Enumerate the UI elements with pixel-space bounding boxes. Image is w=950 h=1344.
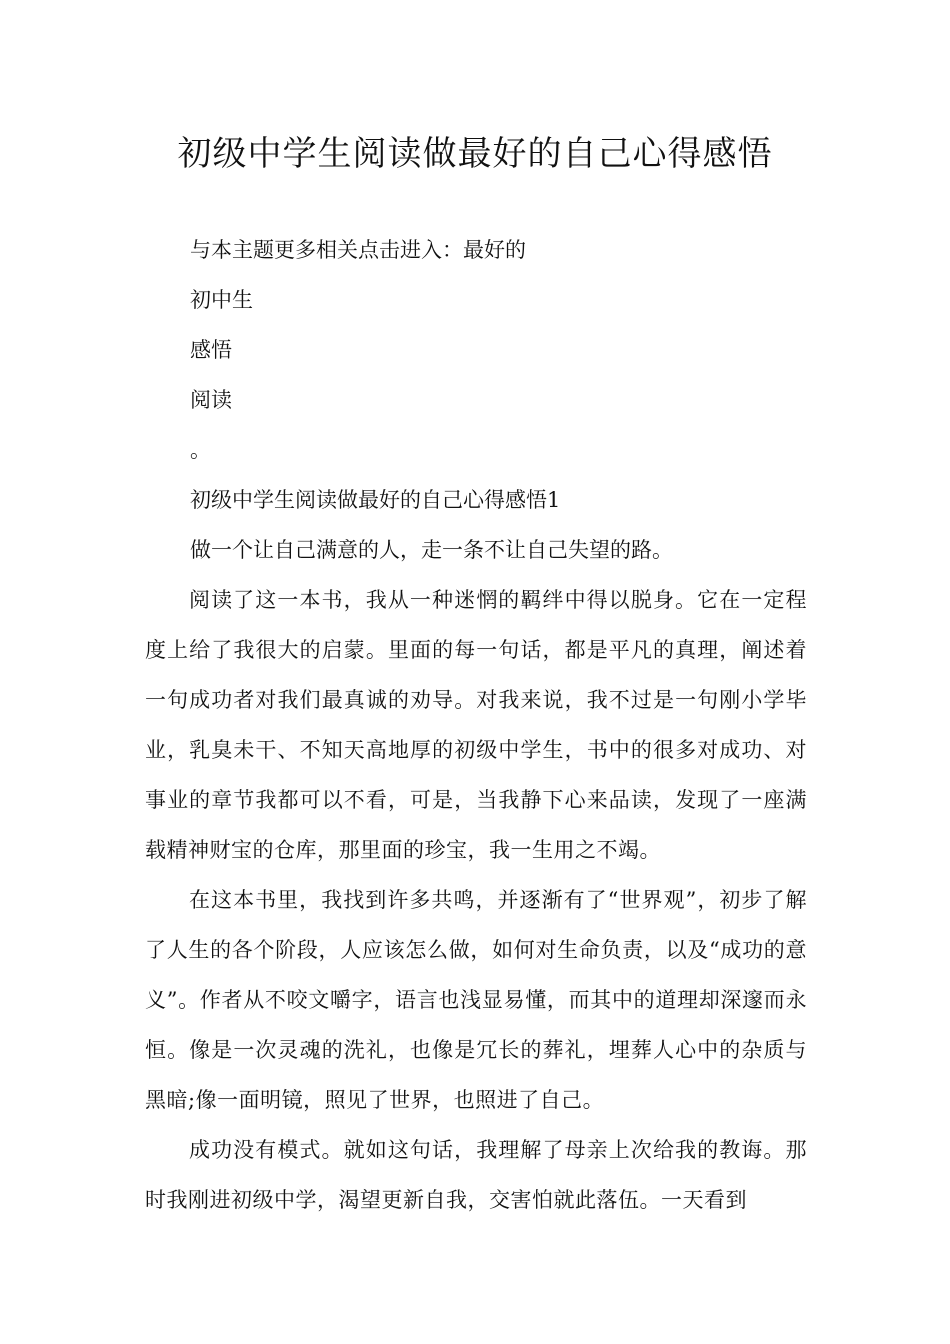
body-paragraph-3: 成功没有模式。就如这句话，我理解了母亲上次给我的教诲。那时我刚进初级中学，渴望更新自我，交害怕就此落伍。一天看到 (145, 1138, 807, 1212)
topic-line: 与本主题更多相关点击进入：最好的 (190, 238, 526, 262)
document-title: 初级中学生阅读做最好的自己心得感悟 (177, 134, 773, 174)
tag-link-junior-student[interactable]: 初中生 (190, 288, 253, 312)
section-subtitle: 初级中学生阅读做最好的自己心得感悟1 (190, 488, 561, 512)
tag-link-reflection[interactable]: 感悟 (190, 338, 232, 362)
tag-end-mark: 。 (190, 438, 211, 462)
body-paragraph-2: 在这本书里，我找到许多共鸣，并逐渐有了“世界观”，初步了解了人生的各个阶段，人应该怎么做，如何对生命负责，以及“成功的意义”。作者从不咬文嚼字，语言也浅显易懂，而其中的道理却深邃而永恒。像是一次灵魂的洗礼，也像是冗长的葬礼，埋葬人心中的杂质与黑暗;像一面明镜，照见了世界，也照进了自己。 (145, 888, 807, 1112)
body-paragraph-1: 阅读了这一本书，我从一种迷惘的羁绊中得以脱身。它在一定程度上给了我很大的启蒙。里面的每一句话，都是平凡的真理，阐述着一句成功者对我们最真诚的劝导。对我来说，我不过是一句刚小学毕业，乳臭未干、不知天高地厚的初级中学生，书中的很多对成功、对事业的章节我都可以不看，可是，当我静下心来品读，发现了一座满载精神财宝的仓库，那里面的珍宝，我一生用之不竭。 (145, 588, 807, 862)
tag-link-reading[interactable]: 阅读 (190, 388, 232, 412)
motto-line: 做一个让自己满意的人，走一条不让自己失望的路。 (190, 538, 673, 562)
